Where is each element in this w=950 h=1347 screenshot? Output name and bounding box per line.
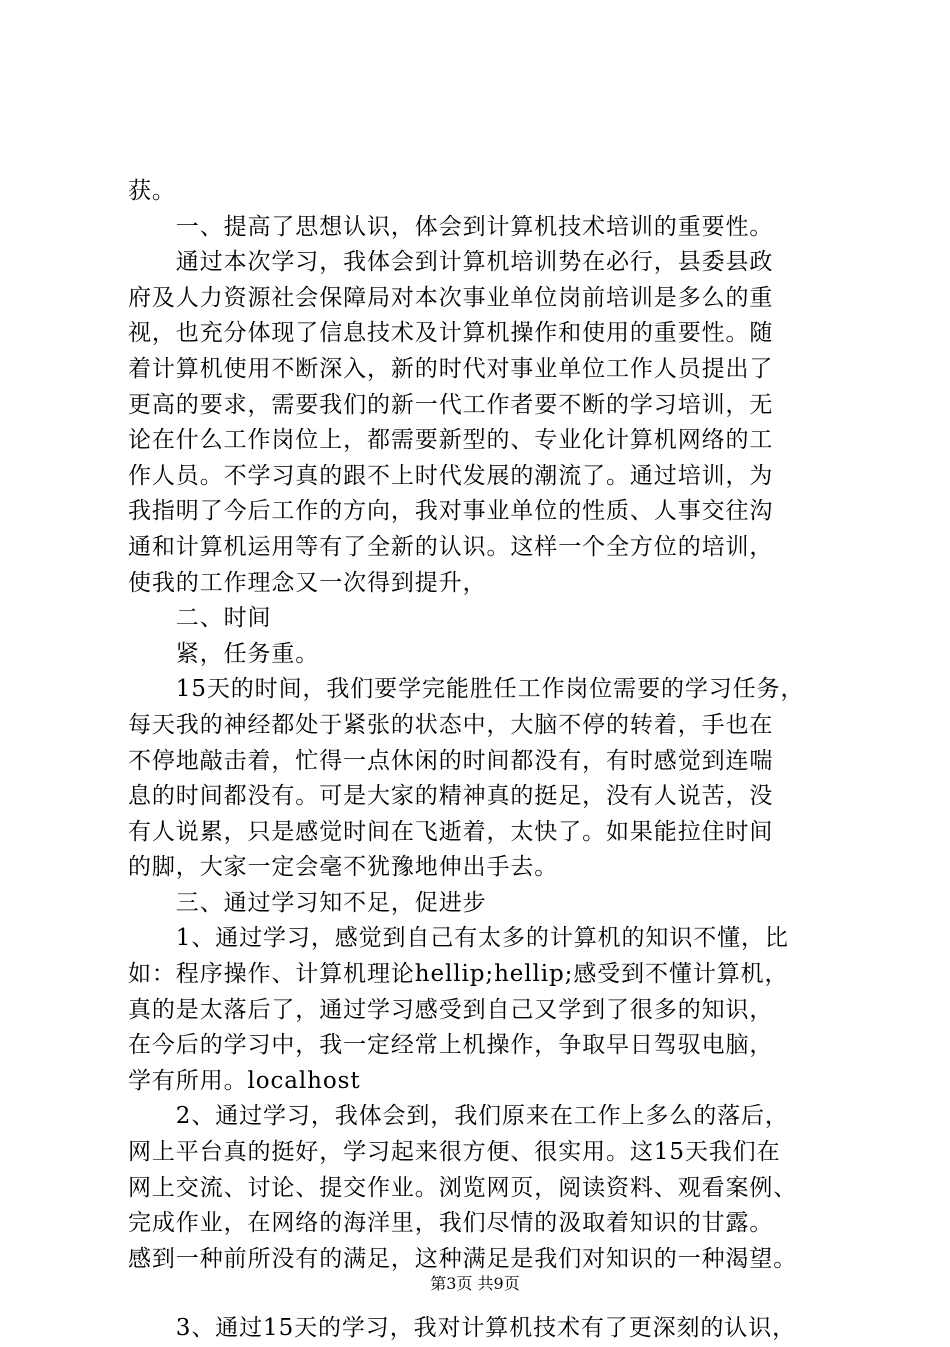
- text-line: 15天的时间，我们要学完能胜任工作岗位需要的学习任务，: [128, 676, 805, 703]
- text-line: 完成作业，在网络的海洋里，我们尽情的汲取着知识的甘露。: [128, 1210, 774, 1237]
- text-line: 一、提高了思想认识，体会到计算机技术培训的重要性。: [128, 213, 774, 240]
- text-line: 真的是太落后了，通过学习感受到自己又学到了很多的知识，: [128, 996, 774, 1023]
- document-body: [128, 174, 838, 1347]
- text-line: 学有所用。localhost: [128, 1067, 361, 1094]
- text-line: 1、通过学习，感觉到自己有太多的计算机的知识不懂，比: [128, 925, 789, 952]
- text-line: 的脚，大家一定会毫不犹豫地伸出手去。: [128, 854, 559, 881]
- text-line: 网上平台真的挺好，学习起来很方便、很实用。这15天我们在: [128, 1139, 781, 1166]
- text-line: 使我的工作理念又一次得到提升，: [128, 569, 487, 596]
- text-line: 论在什么工作岗位上，都需要新型的、专业化计算机网络的工: [128, 427, 774, 454]
- text-line: 每天我的神经都处于紧张的状态中，大脑不停的转着，手也在: [128, 711, 774, 738]
- page-footer: [0, 1274, 950, 1294]
- text-line: 着计算机使用不断深入，新的时代对事业单位工作人员提出了: [128, 355, 774, 382]
- text-line: 如：程序操作、计算机理论hellip;hellip;感受到不懂计算机，: [128, 961, 789, 988]
- text-line: 在今后的学习中，我一定经常上机操作，争取早日驾驭电脑，: [128, 1032, 774, 1059]
- section-heading: 二、时间: [128, 605, 272, 632]
- text-line: 3、通过15天的学习，我对计算机技术有了更深刻的认识，: [128, 1315, 796, 1342]
- text-line: 作人员。不学习真的跟不上时代发展的潮流了。通过培训，为: [128, 462, 774, 489]
- text-line: 视，也充分体现了信息技术及计算机操作和使用的重要性。随: [128, 320, 774, 347]
- text-line: 通和计算机运用等有了全新的认识。这样一个全方位的培训，: [128, 533, 774, 560]
- text-line: 获。: [128, 178, 176, 204]
- page-number-label: 第3页 共9页: [430, 1274, 520, 1293]
- text-line: 紧，任务重。: [128, 640, 320, 667]
- text-line: 不停地敲击着，忙得一点休闲的时间都没有，有时感觉到连喘: [128, 747, 774, 774]
- text-line: 息的时间都没有。可是大家的精神真的挺足，没有人说苦，没: [128, 783, 774, 810]
- text-line: 更高的要求，需要我们的新一代工作者要不断的学习培训，无: [128, 391, 774, 418]
- text-line: 有人说累，只是感觉时间在飞逝着，太快了。如果能拉住时间: [128, 818, 774, 845]
- section-heading: 三、通过学习知不足，促进步: [128, 889, 487, 916]
- text-line: 网上交流、讨论、提交作业。浏览网页，阅读资料、观看案例、: [128, 1174, 798, 1201]
- text-line: 通过本次学习，我体会到计算机培训势在必行，县委县政: [128, 249, 774, 276]
- text-line: 2、通过学习，我体会到，我们原来在工作上多么的落后，: [128, 1103, 789, 1130]
- text-line: 我指明了今后工作的方向，我对事业单位的性质、人事交往沟: [128, 498, 774, 525]
- text-line: 感到一种前所没有的满足，这种满足是我们对知识的一种渴望。: [128, 1245, 798, 1272]
- text-line: 府及人力资源社会保障局对本次事业单位岗前培训是多么的重: [128, 284, 774, 311]
